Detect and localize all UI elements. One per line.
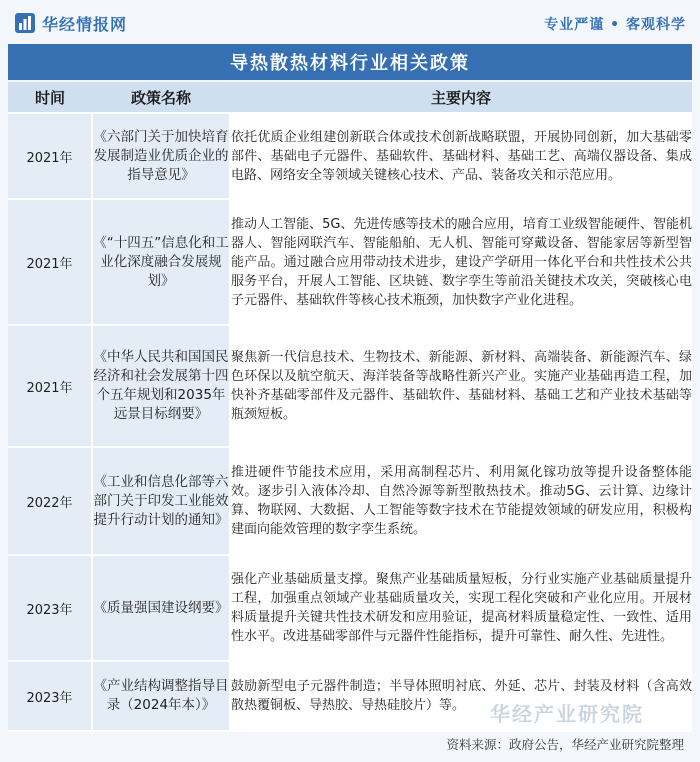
- column-header-policy-name: 政策名称: [92, 82, 230, 113]
- brand-name: 华经情报网: [42, 14, 128, 34]
- row-content: 推动人工智能、5G、先进传感等技术的融合应用，培育工业级智能硬件、智能机器人、智能网联汽车、智能船舶、无人机、智能可穿戴设备、智能家居等新型智能产品。通过融合应用带动技术进步，建设产学研用一体化平台和共性技术公共服务平台，开展人工智能、区块链、数字孪生等前沿关键技术攻关，突破核心电子元器件、基础软件等核心技术瓶颈，加快数字产业化进程。: [230, 199, 692, 325]
- page-title: 导热散热材料行业相关政策: [8, 44, 692, 80]
- brand-logo-icon: [14, 12, 36, 34]
- row-year: 2022年: [8, 447, 92, 555]
- row-content: 鼓励新型电子元器件制造；半导体照明衬底、外延、芯片、封装及材料（含高效散热覆铜板、导热胶、导热硅胶片）等。: [230, 661, 692, 731]
- table-row: [8, 199, 692, 325]
- row-content: 依托优质企业组建创新联合体或技术创新战略联盟，开展协同创新，加大基础零部件、基础电子元器件、基础软件、基础材料、基础工艺、高端仪器设备、集成电路、网络安全等领域关键核心技术、产品、装备攻关和示范应用。: [230, 113, 692, 199]
- row-content: 推进硬件节能技术应用，采用高制程芯片、利用氮化镓功放等提升设备整体能效。逐步引入液体冷却、自然冷源等新型散热技术。推动5G、云计算、边缘计算、物联网、大数据、人工智能等数字技术在节能提效领域的研发应用，积极构建面向能效管理的数字孪生系统。: [230, 447, 692, 555]
- row-content: 聚焦新一代信息技术、生物技术、新能源、新材料、高端装备、新能源汽车、绿色环保以及航空航天、海洋装备等战略性新兴产业。实施产业基础再造工程，加快补齐基础零部件及元器件、基础软件、基础材料、基础工艺和产业技术基础等瓶颈短板。: [230, 325, 692, 447]
- row-year: 2021年: [8, 199, 92, 325]
- row-policy-name: 《中华人民共和国国民经济和社会发展第十四个五年规划和2035年远景目标纲要》: [92, 325, 230, 447]
- row-policy-name: 《六部门关于加快培育发展制造业优质企业的指导意见》: [92, 113, 230, 199]
- top-bar: [0, 0, 700, 44]
- table-row: [8, 447, 692, 555]
- row-year: 2021年: [8, 113, 92, 199]
- row-policy-name: 《“十四五”信息化和工业化深度融合发展规划》: [92, 199, 230, 325]
- row-policy-name: 《产业结构调整指导目录（2024年本）》: [92, 661, 230, 731]
- table-row: [8, 555, 692, 661]
- row-content: 强化产业基础质量支撑。聚焦产业基础质量短板，分行业实施产业基础质量提升工程，加强重点领域产业基础质量攻关，实现工程化突破和产业化应用。开展材料质量提升关键共性技术研发和应用验证，提高材料质量稳定性、一致性、适用性水平。改进基础零部件与元器件性能指标，提升可靠性、耐久性、先进性。: [230, 555, 692, 661]
- column-header-main-content: 主要内容: [230, 82, 692, 113]
- brand-logo: [14, 12, 127, 34]
- table-header-row: [8, 82, 692, 113]
- row-policy-name: 《质量强国建设纲要》: [92, 555, 230, 661]
- policy-table: [8, 82, 692, 732]
- row-year: 2023年: [8, 661, 92, 731]
- column-header-time: 时间: [8, 82, 92, 113]
- row-year: 2021年: [8, 325, 92, 447]
- table-row: [8, 113, 692, 199]
- source-note: 资料来源：政府公告，华经产业研究院整理: [446, 737, 684, 752]
- slogan: 专业严谨 • 客观科学: [544, 17, 686, 33]
- table-row: [8, 325, 692, 447]
- row-year: 2023年: [8, 555, 92, 661]
- watermark: 华经产业研究院: [490, 702, 644, 726]
- row-policy-name: 《工业和信息化部等六部门关于印发工业能效提升行动计划的通知》: [92, 447, 230, 555]
